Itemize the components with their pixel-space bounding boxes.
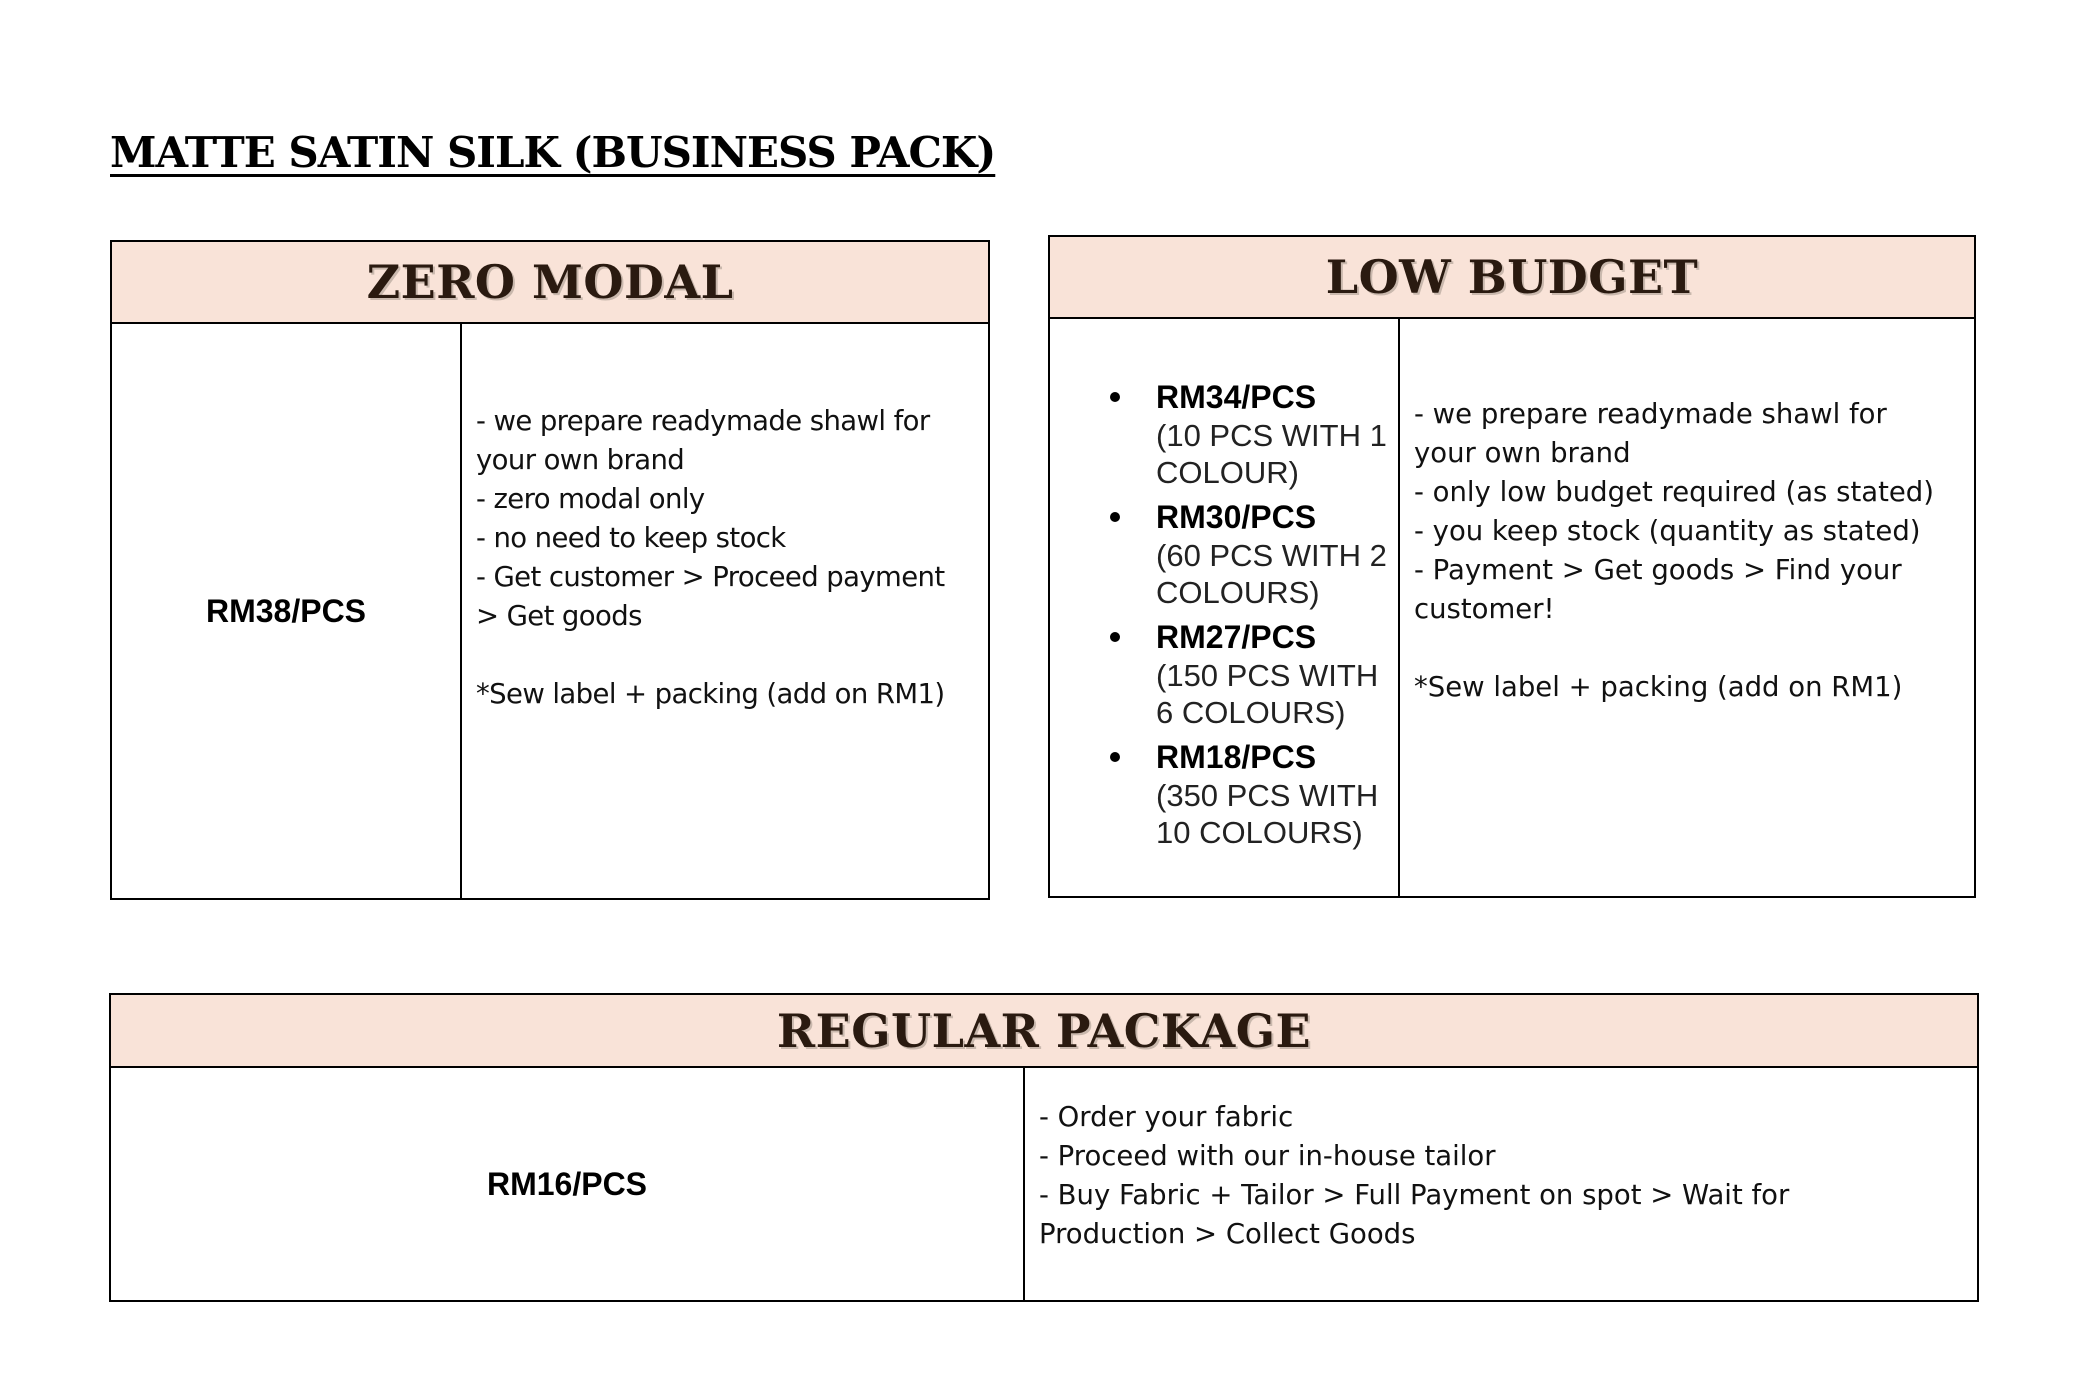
tier-detail: (150 PCS WITH 6 COLOURS) [1156,658,1379,730]
low-budget-line: - Payment > Get goods > Find your customer! [1414,554,1902,625]
zero-modal-heading: ZERO MODAL [112,242,988,324]
low-budget-heading: LOW BUDGET [1050,237,1974,319]
bullet-icon [1110,632,1120,642]
bullet-icon [1110,392,1120,402]
page-title: MATTE SATIN SILK (BUSINESS PACK) [110,128,996,177]
low-budget-line: - only low budget required (as stated) [1414,476,1934,508]
regular-package-price: RM16/PCS [486,1165,648,1202]
low-budget-body [1050,319,1974,896]
regular-package-line: - Buy Fabric + Tailor > Full Payment on spot > Wait for Production > Collect Goods [1039,1179,1790,1250]
zero-modal-body [112,324,988,898]
regular-package-body [111,1068,1977,1300]
tier-price: RM18/PCS [1156,739,1317,775]
tier-item [1106,617,1390,731]
tier-price: RM30/PCS [1156,499,1317,535]
regular-package-table [109,993,1979,1302]
tier-detail: (10 PCS WITH 1 COLOUR) [1156,418,1387,490]
tier-detail: (60 PCS WITH 2 COLOURS) [1156,538,1387,610]
tier-detail: (350 PCS WITH 10 COLOURS) [1156,778,1379,850]
regular-package-heading: REGULAR PACKAGE [111,995,1977,1068]
zero-modal-table [110,240,990,900]
zero-modal-line: - no need to keep stock [476,522,786,554]
tier-price: RM27/PCS [1156,619,1317,655]
low-budget-description [1400,319,1974,896]
tier-price: RM34/PCS [1156,379,1317,415]
low-budget-note: *Sew label + packing (add on RM1) [1414,671,1903,703]
regular-package-line: - Proceed with our in-house tailor [1039,1140,1496,1172]
zero-modal-line: - Get customer > Proceed payment > Get goods [476,561,945,632]
zero-modal-description [462,324,988,898]
low-budget-table [1048,235,1976,898]
low-budget-line: - you keep stock (quantity as stated) [1414,515,1921,547]
low-budget-tier-list [1106,377,1390,857]
zero-modal-line: - we prepare readymade shawl for your own brand [476,405,930,476]
regular-package-description [1025,1068,1977,1300]
bullet-icon [1110,512,1120,522]
bullet-icon [1110,752,1120,762]
zero-modal-price-cell [112,324,462,898]
tier-item [1106,737,1390,851]
tier-item [1106,497,1390,611]
regular-package-line: - Order your fabric [1039,1101,1294,1133]
tier-item [1106,377,1390,491]
low-budget-line: - we prepare readymade shawl for your own brand [1414,398,1887,469]
regular-package-price-cell [111,1068,1025,1300]
zero-modal-line: - zero modal only [476,483,705,515]
zero-modal-note: *Sew label + packing (add on RM1) [476,678,945,710]
zero-modal-price: RM38/PCS [205,592,367,629]
low-budget-tiers-cell [1050,319,1400,896]
